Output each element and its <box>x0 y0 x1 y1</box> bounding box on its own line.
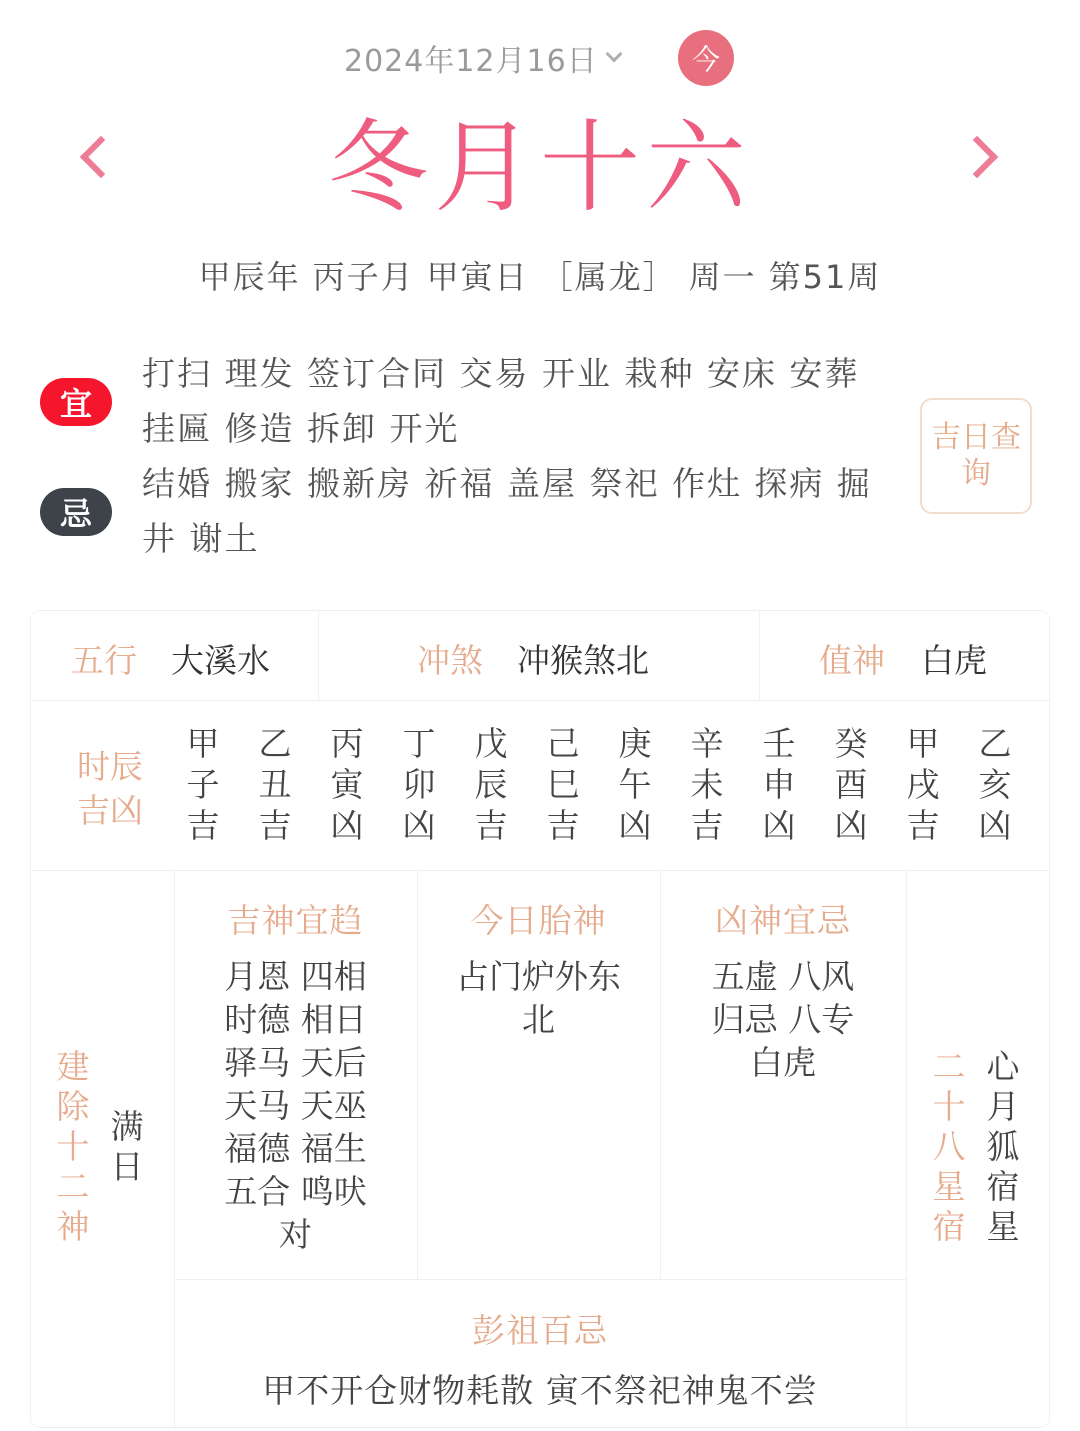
chongsha-value: 冲猴煞北 <box>517 641 649 680</box>
chongsha-label: 冲煞 <box>417 641 483 680</box>
shichen-stem: 庚 <box>618 724 652 763</box>
shichen-stem: 甲 <box>906 724 940 763</box>
ji-activities: 结婚 搬家 搬新房 祈福 盖屋 祭祀 作灶 探病 掘井 谢土 <box>142 464 872 558</box>
xiongshen-label: 凶神宜忌 <box>715 901 851 940</box>
shichen-label-line: 吉凶 <box>77 791 143 830</box>
wuxing-value: 大溪水 <box>171 641 270 680</box>
shichen-branch: 子 <box>186 765 220 804</box>
wuxing-row <box>31 611 1051 701</box>
shichen-stem: 丙 <box>330 724 364 763</box>
shichen-luck: 凶 <box>834 806 868 845</box>
xiongshen-item: 白虎 <box>750 1043 816 1082</box>
xingxiu-label-text: 二 十 八 星 宿 <box>932 1047 966 1246</box>
divider <box>174 1279 906 1280</box>
wuxing-label: 五行 <box>71 641 137 680</box>
shichen-stem: 壬 <box>762 724 796 763</box>
jishen-item: 福德 福生 <box>224 1129 367 1168</box>
shichen-label-line: 时辰 <box>77 747 143 786</box>
yi-badge: 宜 <box>40 378 112 426</box>
ganzhi-day: 甲寅日 <box>426 258 529 296</box>
shichen-item <box>975 723 1015 846</box>
date-header <box>0 30 1080 82</box>
shichen-branch: 卯 <box>402 765 436 804</box>
shichen-branch: 戌 <box>906 765 940 804</box>
shichen-luck: 凶 <box>402 806 436 845</box>
shichen-item <box>615 723 655 846</box>
shichen-luck: 吉 <box>474 806 508 845</box>
shichen-branch: 丑 <box>258 765 292 804</box>
shichen-luck: 凶 <box>978 806 1012 845</box>
zodiac: ［属龙］ <box>540 258 677 296</box>
current-date[interactable]: 2024年12月16日 <box>344 44 598 79</box>
almanac-table <box>30 610 1050 1428</box>
jianchu-label-text: 建 除 十 二 神 <box>56 1047 90 1246</box>
shichen-branch: 酉 <box>834 765 868 804</box>
shichen-luck: 吉 <box>906 806 940 845</box>
shichen-branch: 亥 <box>978 765 1012 804</box>
ganzhi-year: 甲辰年 <box>198 258 301 296</box>
date-picker[interactable] <box>344 36 620 80</box>
xiongshen-list <box>660 955 906 1084</box>
shichen-luck: 吉 <box>690 806 724 845</box>
jianchu-label <box>53 1047 93 1247</box>
chevron-down-icon[interactable] <box>605 46 622 63</box>
weekday: 周一 <box>688 258 757 296</box>
shichen-branch: 未 <box>690 765 724 804</box>
zhishen-label: 值神 <box>819 641 885 680</box>
shichen-stem: 甲 <box>186 724 220 763</box>
shichen-item <box>327 723 367 846</box>
jishen-item: 对 <box>279 1215 312 1254</box>
shichen-branch: 寅 <box>330 765 364 804</box>
jianchu-value-text: 满 日 <box>110 1107 144 1186</box>
shichen-label <box>75 745 145 833</box>
pengzu-label: 彭祖百忌 <box>472 1311 608 1350</box>
shichen-branch: 巳 <box>546 765 580 804</box>
shichen-branch: 午 <box>618 765 652 804</box>
shichen-stem: 癸 <box>834 724 868 763</box>
taishen-label: 今日胎神 <box>470 901 607 940</box>
shichen-stem: 戊 <box>474 724 508 763</box>
shichen-item <box>255 723 295 846</box>
ji-badge: 忌 <box>40 488 112 536</box>
jianchu-value <box>107 1107 147 1187</box>
shichen-item <box>543 723 583 846</box>
jishen-item: 驿马 天后 <box>224 1043 367 1082</box>
shichen-luck: 凶 <box>330 806 364 845</box>
shichen-luck: 吉 <box>186 806 220 845</box>
shichen-item <box>471 723 511 846</box>
ganzhi-line <box>0 252 1080 298</box>
taishen-line: 北 <box>522 1000 555 1039</box>
shichen-luck: 吉 <box>258 806 292 845</box>
xiongshen-item: 五虚 八风 <box>711 957 855 996</box>
shichen-branch: 申 <box>762 765 796 804</box>
shichen-luck: 凶 <box>762 806 796 845</box>
xingxiu-label <box>929 1047 969 1247</box>
jishen-item: 月恩 四相 <box>224 957 367 996</box>
shichen-item <box>399 723 439 846</box>
shichen-luck: 凶 <box>618 806 652 845</box>
shichen-stem: 丁 <box>402 724 436 763</box>
jishen-list <box>174 955 417 1256</box>
jishen-item: 天马 天巫 <box>224 1086 367 1125</box>
jishen-item: 时德 相日 <box>224 1000 367 1039</box>
shichen-item <box>687 723 727 846</box>
taishen-list <box>417 955 660 1041</box>
zhishen-value: 白虎 <box>921 641 987 680</box>
divider <box>906 870 907 1429</box>
divider <box>31 870 1051 871</box>
good-day-query-button[interactable]: 吉日查询 <box>920 398 1032 514</box>
shichen-item <box>183 723 223 846</box>
shichen-stem: 己 <box>546 724 580 763</box>
shichen-luck: 吉 <box>546 806 580 845</box>
shichen-branch: 辰 <box>474 765 508 804</box>
shichen-stem: 辛 <box>690 724 724 763</box>
week-number: 第51周 <box>768 258 882 296</box>
shichen-item <box>903 723 943 846</box>
shichen-stem: 乙 <box>258 724 292 763</box>
lunar-date-title: 冬月十六 <box>328 109 752 226</box>
xingxiu-value <box>983 1047 1023 1247</box>
taishen-line: 占门炉外东 <box>456 957 621 996</box>
today-button[interactable]: 今 <box>678 30 734 86</box>
xingxiu-value-text: 心 月 狐 宿 星 <box>986 1047 1020 1246</box>
shichen-item <box>759 723 799 846</box>
jishen-item: 五合 鸣吠 <box>224 1172 367 1211</box>
pengzu-value: 甲不开仓财物耗散 寅不祭祀神鬼不尝 <box>262 1371 818 1410</box>
yi-activities: 打扫 理发 签订合同 交易 开业 栽种 安床 安葬 挂匾 修造 拆卸 开光 <box>142 354 860 448</box>
xiongshen-item: 归忌 八专 <box>711 1000 855 1039</box>
jishen-label: 吉神宜趋 <box>227 901 364 940</box>
shichen-item <box>831 723 871 846</box>
shichen-stem: 乙 <box>978 724 1012 763</box>
ganzhi-month: 丙子月 <box>312 258 415 296</box>
